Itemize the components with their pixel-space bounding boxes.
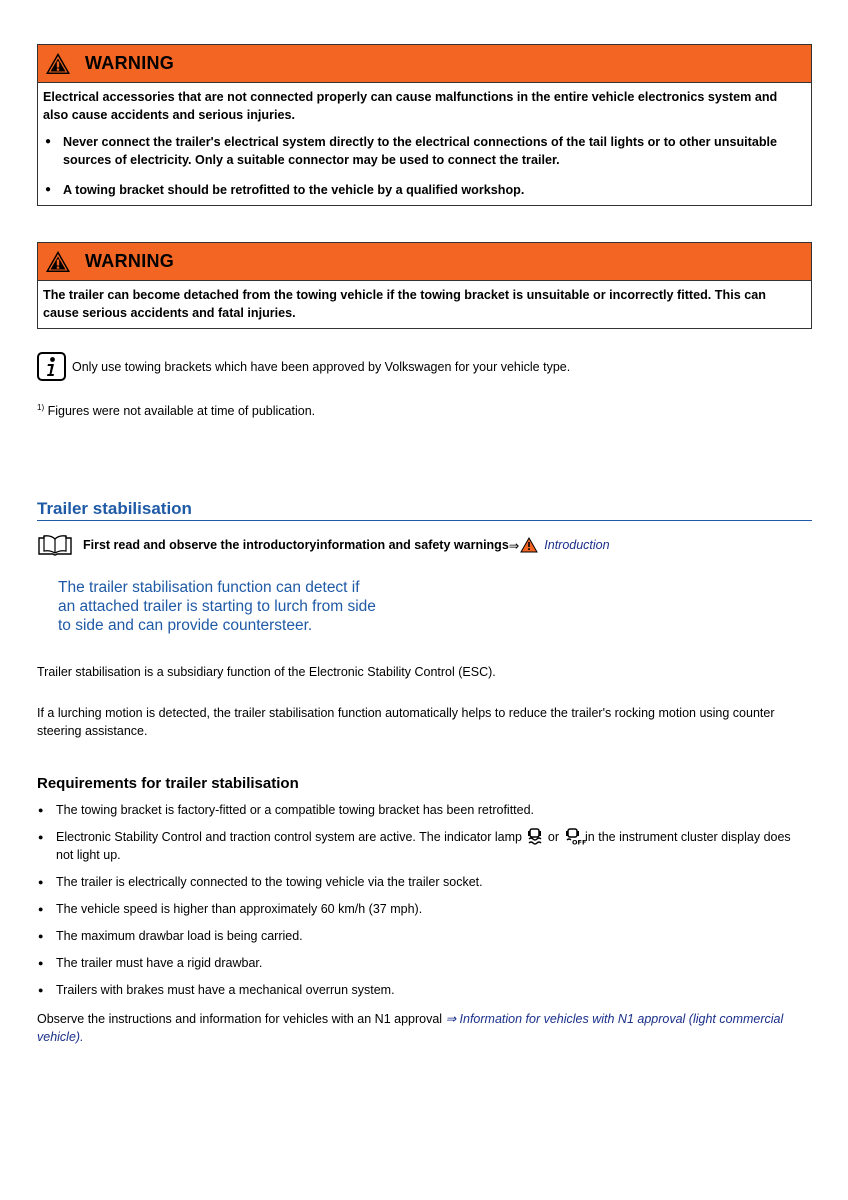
warning-body <box>38 281 811 328</box>
list-item: ● The maximum drawbar load is being carried. <box>37 927 807 945</box>
book-icon <box>37 534 73 556</box>
warning-header <box>38 45 811 83</box>
observe-text: Observe the instructions and information for vehicles with an N1 approval <box>37 1012 443 1026</box>
warning-item: ● Never connect the trailer's electrical system directly to the electrical connections of the tail lights or to other unsuitable sources of electricity. Only a suitable connector may be used to connect the trailer. <box>43 133 805 169</box>
list-item: ● The vehicle speed is higher than approximately 60 km/h (37 mph). <box>37 900 807 918</box>
esc-lamp-icon <box>527 828 542 845</box>
list-item-text: in the instrument cluster display does not light up. <box>56 830 791 862</box>
list-item: ● Trailers with brakes must have a mechanical overrun system. <box>37 981 807 999</box>
warning-text: The trailer can become detached from the towing vehicle if the towing bracket is unsuitable or incorrectly fitted. This can cause serious accidents and fatal injuries. <box>43 288 766 320</box>
introduction-link[interactable]: Introduction <box>544 538 610 552</box>
svg-text:OFF: OFF <box>571 838 586 847</box>
info-icon <box>37 352 66 381</box>
warning-header <box>38 243 811 281</box>
warning-list <box>43 133 805 199</box>
paragraph: If a lurching motion is detected, the trailer stabilisation function automatically helps to reduce the trailer's rocking motion using counter steering assistance. <box>37 706 775 738</box>
section-title: Trailer stabilisation <box>37 499 812 521</box>
list-item-text: or <box>547 830 560 844</box>
requirements-title: Requirements for trailer stabilisation <box>37 775 299 792</box>
list-item <box>37 828 807 864</box>
warning-title: WARNING <box>85 53 175 73</box>
requirements-list <box>37 801 807 1008</box>
esc-off-lamp-icon <box>565 828 586 847</box>
paragraph: Trailer stabilisation is a subsidiary function of the Electronic Stability Control (ESC). <box>37 665 496 679</box>
list-item: ● The trailer must have a rigid drawbar. <box>37 954 807 972</box>
info-note-text: Only use towing brackets which have been approved by Volkswagen for your vehicle type. <box>72 359 571 374</box>
footnote <box>37 403 315 418</box>
observe-paragraph <box>37 1010 807 1046</box>
list-item: ● The towing bracket is factory-fitted or a compatible towing bracket has been retrofitted. <box>37 801 807 819</box>
warning-intro: Electrical accessories that are not connected properly can cause malfunctions in the entire vehicle electronics system and also cause accidents and serious injuries. <box>43 90 778 122</box>
n1-approval-link[interactable]: Information for vehicles with N1 approval (light commercial vehicle) <box>37 1012 784 1044</box>
warning-body <box>38 83 811 205</box>
info-note <box>37 352 570 381</box>
observe-arrow: ⇒ <box>445 1012 457 1026</box>
observe-end: . <box>80 1030 84 1044</box>
read-first-text: First read and observe the introductoryinformation and safety warnings <box>83 538 509 552</box>
footnote-marker: 1) <box>37 403 45 412</box>
warning-box-2 <box>37 242 812 329</box>
warning-box-1 <box>37 44 812 206</box>
section-intro: The trailer stabilisation function can detect if an attached trailer is starting to lurch from side to side and can provide countersteer. <box>58 579 376 634</box>
list-item: ● The trailer is electrically connected to the towing vehicle via the trailer socket. <box>37 873 807 891</box>
warning-title: WARNING <box>85 251 175 271</box>
warning-triangle-icon <box>45 52 71 75</box>
warning-triangle-icon <box>520 537 538 553</box>
warning-item: ● A towing bracket should be retrofitted to the vehicle by a qualified workshop. <box>43 181 805 199</box>
warning-triangle-icon <box>45 250 71 273</box>
read-first-row <box>37 534 610 556</box>
list-item-text: Electronic Stability Control and traction control system are active. The indicator lamp <box>56 830 522 844</box>
footnote-text: Figures were not available at time of publication. <box>47 404 316 418</box>
read-arrow: ⇒ <box>508 538 520 553</box>
